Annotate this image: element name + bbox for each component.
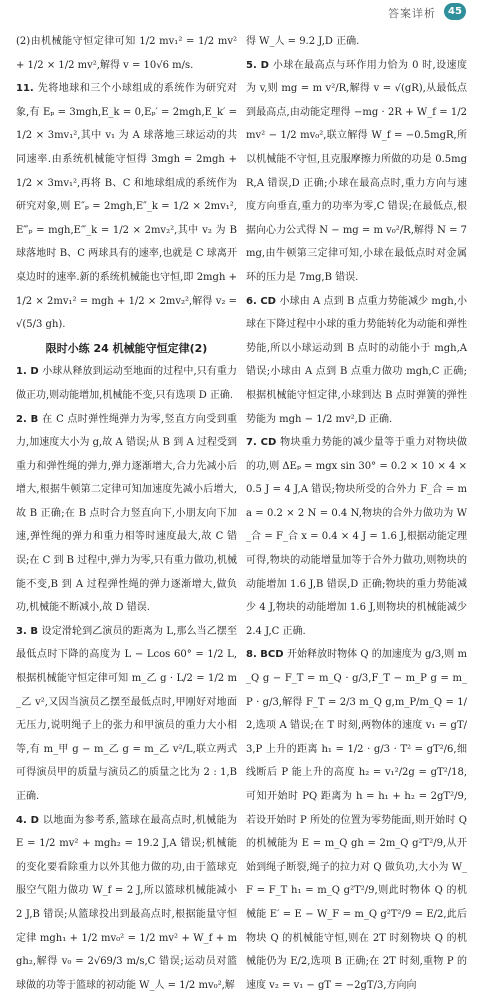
explanation-text: 开始释放时物体 Q 的加速度为 g/3,则 m_Q g − F_T = m_Q · g/3,F_T − m_P g = m_P · g/3,解得 F_T = 2/3 m_Q g,m_P/m_Q = 1/2,选项 A 错误;在 T 时刻,两物体的速度 v₁ = gT/3,P 上升的距离 h₁ = 1/2 · g/3 · T² = gT²/6,细线断后 P 能上升的高度 h₂ = v₁²/2g = gT²/18,可知开始时 PQ 距离为 h = h₁ + h₂ = 2gT²/9,若设开始时 P 所处的位置为零势能面,则开始时 Q 的机械能为 E = m_Q gh = 2m_Q g²T²/9,从开始到绳子断裂,绳子的拉力对 Q 做负功,大小为 W_F = F_T h₁ = m_Q g²T²/9,则此时物体 Q 的机械能 E′ = E − W_F = m_Q g²T²/9 = E/2,此后物块 Q 的机械能守恒,则在 2T 时刻物块 Q 的机械能仍为 E/2,选项 B 正确;在 2T 时刻,重物 P 的速度 v₂ = v₁ − gT = −2gT/3,方向向 [246, 649, 467, 991]
answer-paragraph [246, 54, 467, 290]
left-column [16, 30, 237, 997]
explanation-text: 先将地球和三个小球组成的系统作为研究对象,有 Eₚ = 3mgh,E_k = 0,Eₚ′ = 2mgh,E_k′ = 1/2 × 3mv₁²,其中 v₁ 为 A 球落地三球运动的共同速率.由系统机械能守恒得 3mgh = 2mgh + 1/2 × 3mv₁²,再将 B、C 和地球组成的系统作为研究对象,则 E″ₚ = 2mgh,E″_k = 1/2 × 2mv₁²,E‴ₚ = mgh,E‴_k = 1/2 × 2mv₂²,其中 v₂ 为 B 球落地时 B、C 两球具有的速率,也就是 C 球离开桌边时的速率.新的系统机械能也守恒,即 2mgh + 1/2 × 2mv₁² = mgh + 1/2 × 2mv₂²,解得 v₂ = √(5/3 gh). [16, 83, 237, 331]
answer-paragraph [246, 643, 467, 997]
answer-paragraph [16, 809, 237, 997]
question-number: 6. [246, 295, 261, 307]
section-title: 限时小练 24 机械能守恒定律(2) [45, 341, 208, 355]
explanation-text: 小球由 A 点到 B 点重力势能减少 mgh,小球在下降过程中小球的重力势能转化为动能和弹性势能,所以小球运动到 B 点时的动能小于 mgh,A 错误;小球由 A 点到 B 点重力做功 mgh,C 正确;根据机械能守恒定律,小球到达 B 点时弹簧的弹性势能为 mgh − 1/2 mv²,D 正确. [246, 295, 468, 425]
explanation-text: 得 W_人 = 9.2 J,D 正确. [246, 36, 360, 47]
question-number: 3. [16, 625, 31, 637]
answer-choice: B [30, 625, 42, 637]
question-number: 2. [16, 413, 31, 425]
answer-choice: CD [260, 437, 281, 449]
answer-choice: D [30, 814, 43, 826]
answer-choice: D [260, 59, 273, 71]
answer-choice: B [30, 413, 43, 425]
answer-paragraph [16, 620, 237, 809]
page-header [0, 0, 480, 24]
page-number-badge: 45 [444, 3, 466, 20]
header-label: 答案详析 [388, 7, 436, 20]
explanation-text: 在 C 点时弹性绳弹力为零,竖直方向受到重力,加速度大小为 g,故 A 错误;从 B 到 A 过程受到重力和弹性绳的弹力,弹力逐渐增大,合力先减小后增大,根据牛顿第二定律可知加速度先减小后增大,故 B 正确;在 B 点时合力竖直向下,小朋友向下加速,弹性绳的弹力和重力相等时速度最大,故 C 错误;在 C 到 B 过程中,弹力为零,只有重力做功,机械能不变,B 到 A 过程弹性绳的弹力逐渐增大,做负功,机械能不断减小,故 D 错误. [16, 413, 238, 614]
explanation-text: 小球从释放到运动至地面的过程中,只有重力做正功,则动能增加,机械能不变,只有选项 D 正确. [16, 366, 237, 401]
answer-choice: D [30, 366, 43, 378]
answer-paragraph [246, 30, 467, 54]
answer-paragraph [16, 30, 237, 77]
answer-choice: BCD [260, 649, 288, 661]
answer-paragraph [246, 290, 467, 432]
explanation-text: 物块重力势能的减少量等于重力对物块做的功,则 ΔEₚ = mgx sin 30° = 0.2 × 10 × 4 × 0.5 J = 4 J,A 错误;物块所受的合外力 F_合 = ma = 0.2 × 2 N = 0.4 N,物块的合外力做功为 W_合 = F_合 x = 0.4 × 4 J = 1.6 J,根据动能定理可得,物块的动能增量加等于合外力做功,则物块的动能增加 1.6 J,B 错误,D 正确;物块的重力势能减少 4 J,物块的动能增加 1.6 J,则物块的机械能减少 2.4 J,C 正确. [246, 437, 467, 637]
explanation-text: (2)由机械能守恒定律可知 1/2 mv₁² = 1/2 mv² + 1/2 × 1/2 mv²,解得 v = 10√6 m/s. [16, 36, 237, 71]
explanation-text: 设定滑轮到乙演员的距离为 L,那么当乙摆至最低点时下降的高度为 L − Lcos 60° = 1/2 L,根据机械能守恒定律可知 m_乙 g · L/2 = 1/2 m_乙 v²,又因当演员乙摆至最低点时,甲刚好对地面无压力,说明绳子上的张力和甲演员的重力大小相等,有 m_甲 g − m_乙 g = m_乙 v²/L,联立两式可得演员甲的质量与演员乙的质量之比为 2 : 1,B 正确. [16, 625, 237, 802]
question-number: 5. [246, 59, 261, 71]
question-number: 1. [16, 366, 31, 378]
question-number: 4. [16, 814, 31, 826]
answer-paragraph [16, 77, 237, 337]
question-number: 7. [246, 437, 261, 449]
explanation-text: 小球在最高点与环作用力恰为 0 时,设速度为 v,则 mg = m v²/R,解得 v = √(gR),从最低点到最高点,由动能定理得 −mg · 2R + W_f = 1/2 mv² − 1/2 mv₀²,联立解得 W_f = −0.5mgR,所以机械能不守恒,且克服摩擦力所做的功是 0.5mgR,A 错误,D 正确;小球在最高点时,重力方向与速度方向垂直,重力的功率为零,C 错误;在最低点,根据向心力公式得 N − mg = m v₀²/R,解得 N = 7mg,由牛顿第三定律可知,小球在最低点时对金属环的压力是 7mg,B 错误. [246, 59, 467, 283]
answer-paragraph [246, 431, 467, 643]
answer-paragraph [16, 360, 237, 407]
right-column [246, 30, 467, 997]
answer-paragraph [16, 408, 237, 620]
explanation-text: 以地面为参考系,篮球在最高点时,机械能为 E = 1/2 mv² + mgh₂ = 19.2 J,A 错误;机械能的变化要看除重力以外其他力做的功,由于篮球克服空气阻力做功 W_f = 2 J,所以篮球机械能减小 2 J,B 错误;从篮球投出到最高点时,根据能量守恒定律 mgh₁ + 1/2 mv₀² = 1/2 mv² + W_f + mgh₂,解得 v₀ = 2√69/3 m/s,C 错误;运动员对篮球做的功等于篮球的初动能 W_人 = 1/2 mv₀²,解 [16, 814, 237, 991]
question-number: 8. [246, 649, 261, 661]
answer-choice: CD [260, 295, 280, 307]
question-number: 11. [16, 83, 38, 95]
